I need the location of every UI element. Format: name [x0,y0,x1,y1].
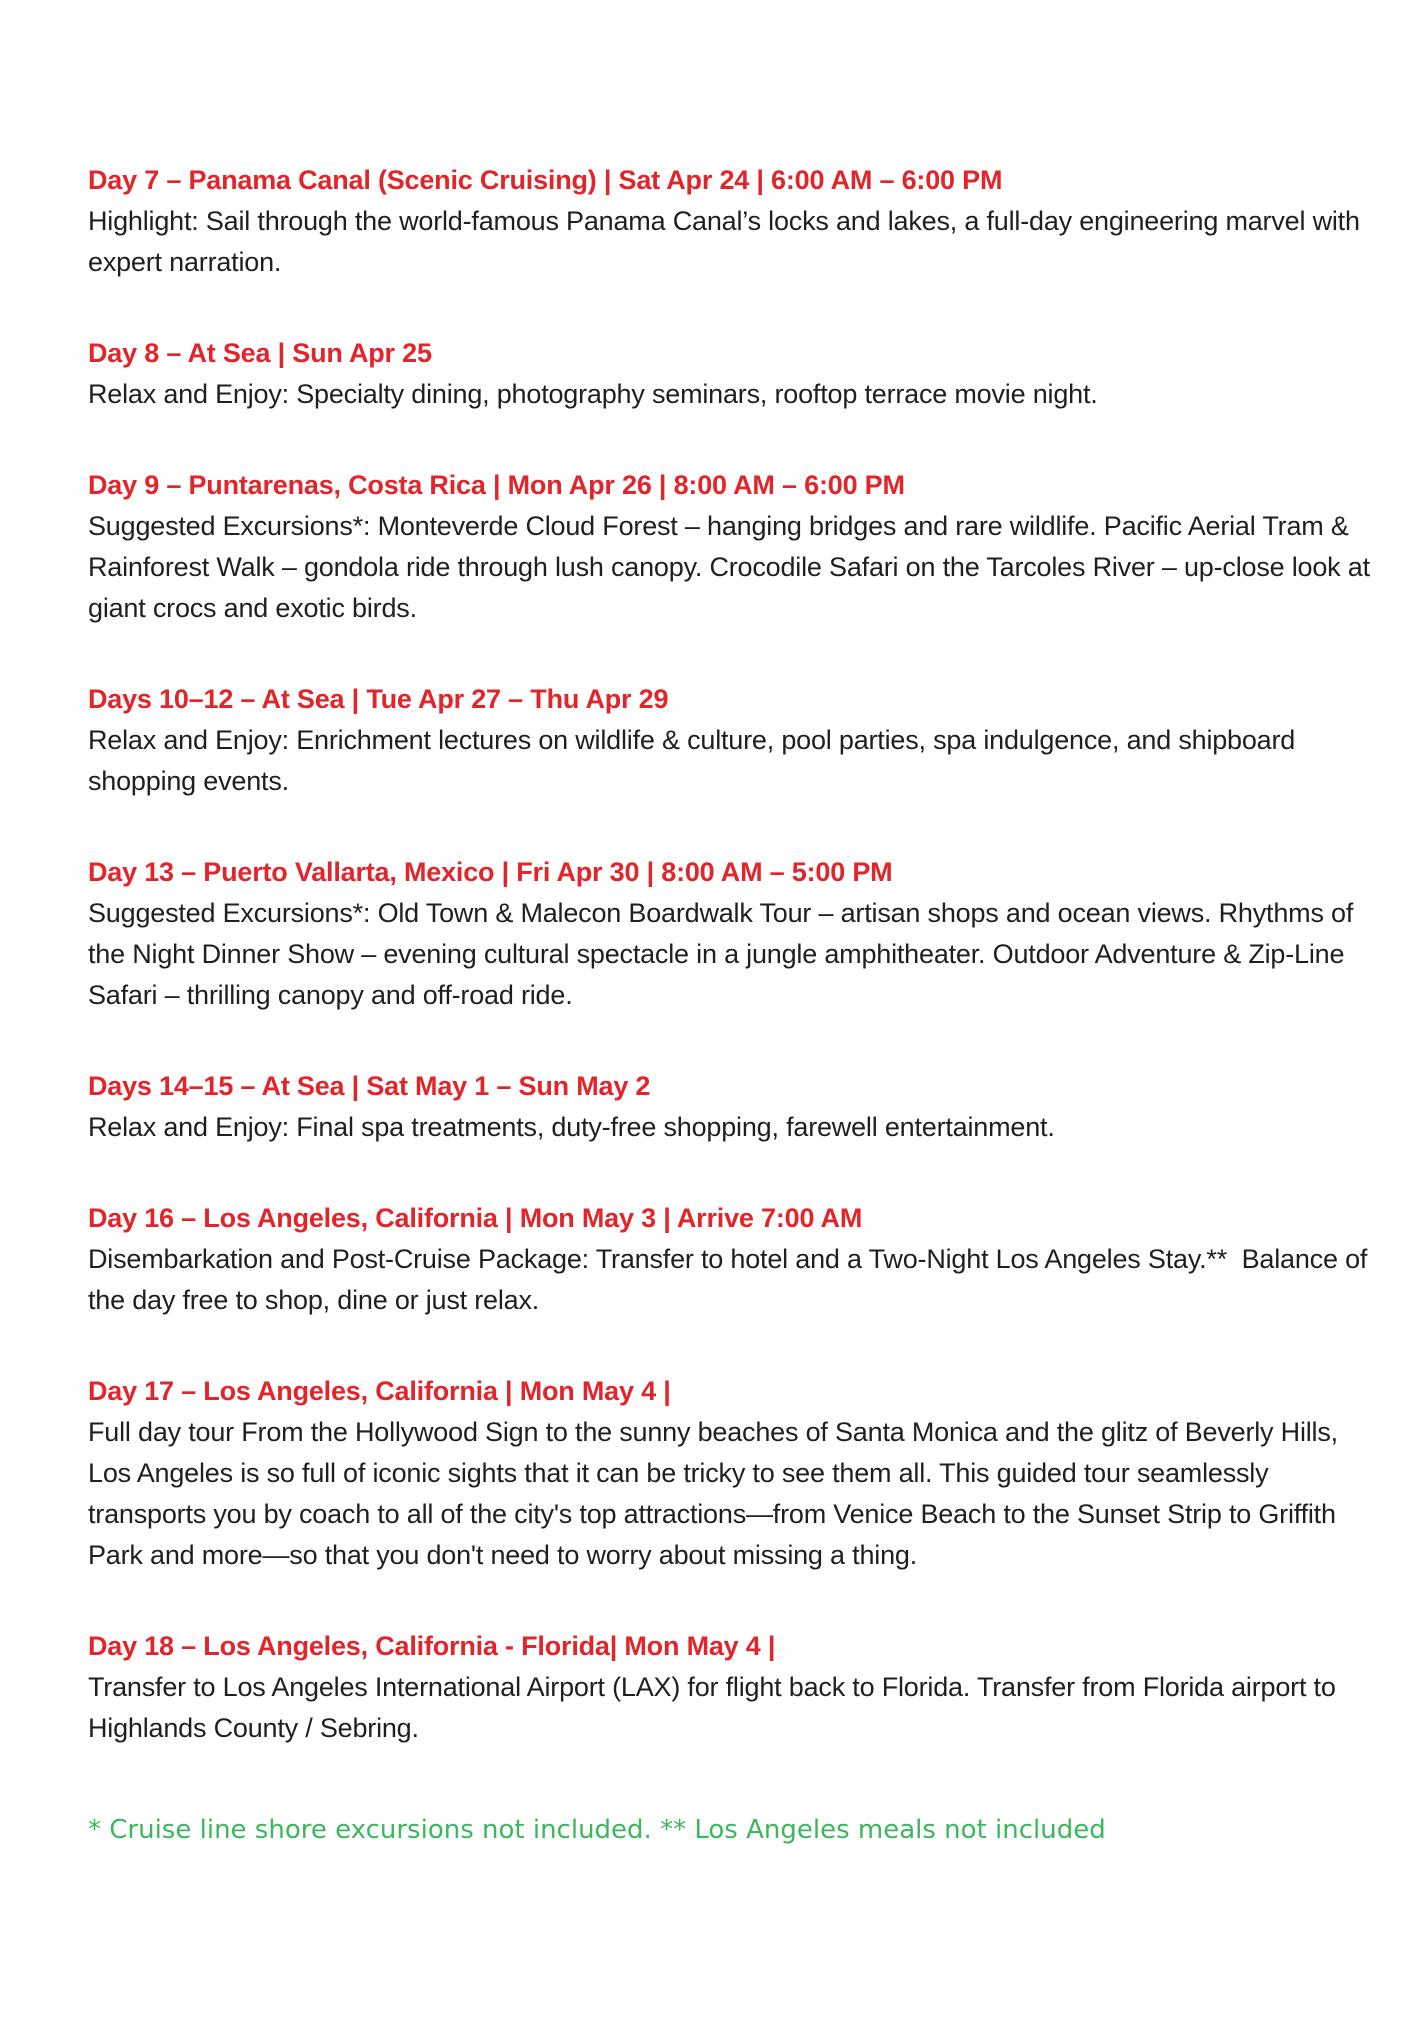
itinerary-section-days-10-12 [88,679,1373,802]
day-description: Relax and Enjoy: Final spa treatments, duty-free shopping, farewell entertainment. [88,1112,1055,1142]
day-heading: Day 18 – Los Angeles, California - Florida| Mon May 4 | [88,1631,776,1661]
day-heading: Days 10–12 – At Sea | Tue Apr 27 – Thu Apr 29 [88,684,669,714]
itinerary-section-day-18 [88,1626,1373,1749]
day-description: Highlight: Sail through the world-famous Panama Canal’s locks and lakes, a full-day engineering marvel with expert narration. [88,206,1368,277]
day-description: Disembarkation and Post-Cruise Package: Transfer to hotel and a Two-Night Los Angeles Stay.** Balance of the day free to shop, dine or just relax. [88,1244,1375,1315]
itinerary-section-day-8 [88,333,1373,415]
itinerary-section-day-7 [88,160,1373,283]
day-heading: Day 7 – Panama Canal (Scenic Cruising) | Sat Apr 24 | 6:00 AM – 6:00 PM [88,165,1003,195]
itinerary-section-day-16 [88,1198,1373,1321]
day-description: Relax and Enjoy: Specialty dining, photography seminars, rooftop terrace movie night. [88,379,1098,409]
day-description: Suggested Excursions*: Monteverde Cloud Forest – hanging bridges and rare wildlife. Pacific Aerial Tram & Rainforest Walk – gondola ride through lush canopy. Crocodile Safari on the Tarcoles River – up-close look at giant crocs and exotic birds. [88,511,1378,623]
day-heading: Day 16 – Los Angeles, California | Mon May 3 | Arrive 7:00 AM [88,1203,863,1233]
day-description: Relax and Enjoy: Enrichment lectures on wildlife & culture, pool parties, spa indulgence, and shipboard shopping events. [88,725,1303,796]
day-heading: Days 14–15 – At Sea | Sat May 1 – Sun May 2 [88,1071,651,1101]
itinerary-section-day-17 [88,1371,1373,1576]
day-heading: Day 13 – Puerto Vallarta, Mexico | Fri Apr 30 | 8:00 AM – 5:00 PM [88,857,893,887]
day-heading: Day 8 – At Sea | Sun Apr 25 [88,338,432,368]
itinerary-section-days-14-15 [88,1066,1373,1148]
itinerary-section-day-9 [88,465,1378,629]
day-heading: Day 9 – Puntarenas, Costa Rica | Mon Apr 26 | 8:00 AM – 6:00 PM [88,470,905,500]
day-description: Full day tour From the Hollywood Sign to the sunny beaches of Santa Monica and the glitz of Beverly Hills, Los Angeles is so full of iconic sights that it can be tricky to see them all. This guided tour seamlessly transports you by coach to all of the city's top attractions—from Venice Beach to the Sunset Strip to Griffith Park and more—so that you don't need to worry about missing a thing. [88,1417,1346,1570]
day-description: Transfer to Los Angeles International Airport (LAX) for flight back to Florida. Transfer from Florida airport to Highlands County / Sebring. [88,1672,1343,1743]
excursions-meals-footnote: * Cruise line shore excursions not included. ** Los Angeles meals not included [88,1815,1106,1845]
day-description: Suggested Excursions*: Old Town & Malecon Boardwalk Tour – artisan shops and ocean views. Rhythms of the Night Dinner Show – evening cultural spectacle in a jungle amphitheater. Outdoor Adventure & Zip-Line Safari – thrilling canopy and off-road ride. [88,898,1361,1010]
itinerary-section-day-13 [88,852,1373,1016]
day-heading: Day 17 – Los Angeles, California | Mon May 4 | [88,1376,671,1406]
